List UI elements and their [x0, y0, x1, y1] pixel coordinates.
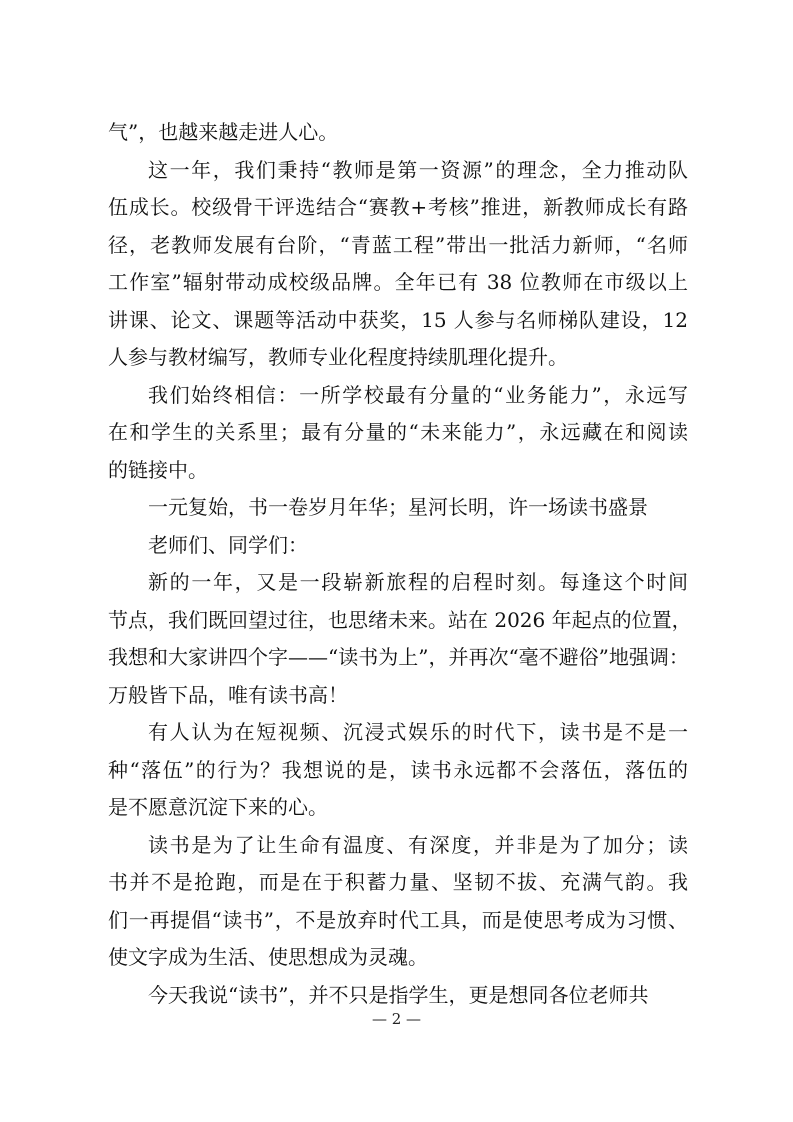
section-heading: 一元复始，书一卷岁月年华；星河长明，许一场读书盛景: [148, 495, 648, 519]
text-line: 万般皆下品，唯有读书高！: [108, 682, 348, 707]
text-line: 气”，也越来越走进人心。: [108, 120, 339, 144]
text-line: 新的一年，又是一段崭新旅程的启程时刻。每逢这个时间: [148, 570, 688, 594]
text-line: 在和学生的关系里；最有分量的“未来能力”，永远藏在和阅读: [108, 420, 688, 444]
page-number: — 2 —: [371, 1010, 422, 1028]
text-line: 工作室”辐射带动成校级品牌。全年已有 38 位教师在市级以上: [108, 270, 688, 294]
text-line: 讲课、论文、课题等活动中获奖，15 人参与名师梯队建设，12: [108, 307, 688, 332]
text-line: 有人认为在短视频、沉浸式娱乐的时代下，读书是不是一: [148, 720, 688, 744]
document-body: [108, 114, 692, 1014]
text-line: 读书是为了让生命有温度、有深度，并非是为了加分；读: [148, 832, 688, 857]
text-line: 们一再提倡“读书”，不是放弃时代工具，而是使思考成为习惯、: [108, 907, 688, 932]
text-line: 径，老教师发展有台阶，“青蓝工程”带出一批活力新师，“名师: [108, 232, 688, 257]
text-line: 我们始终相信：一所学校最有分量的“业务能力”，永远写: [148, 382, 688, 407]
text-line: 这一年，我们秉持“教师是第一资源”的理念，全力推动队: [148, 157, 688, 182]
text-line: 我想和大家讲四个字——“读书为上”，并再次“毫不避俗”地强调：: [108, 645, 689, 669]
text-line: 人参与教材编写，教师专业化程度持续肌理化提升。: [108, 345, 568, 369]
text-line: 节点，我们既回望过往，也思绪未来。站在 2026 年起点的位置，: [108, 607, 692, 632]
text-line: 的链接中。: [108, 457, 208, 482]
text-line: 伍成长。校级骨干评选结合“赛教+考核”推进，新教师成长有路: [108, 195, 688, 219]
salutation: 老师们、同学们：: [148, 532, 308, 557]
text-line: 是不愿意沉淀下来的心。: [108, 795, 328, 819]
text-line: 种“落伍”的行为？我想说的是，读书永远都不会落伍，落伍的: [108, 757, 688, 782]
text-line: 使文字成为生活、使思想成为灵魂。: [108, 945, 428, 969]
text-line: 今天我说“读书”，并不只是指学生，更是想同各位老师共: [148, 982, 649, 1007]
text-line: 书并不是抢跑，而是在于积蓄力量、坚韧不拔、充满气韵。我: [108, 870, 688, 894]
